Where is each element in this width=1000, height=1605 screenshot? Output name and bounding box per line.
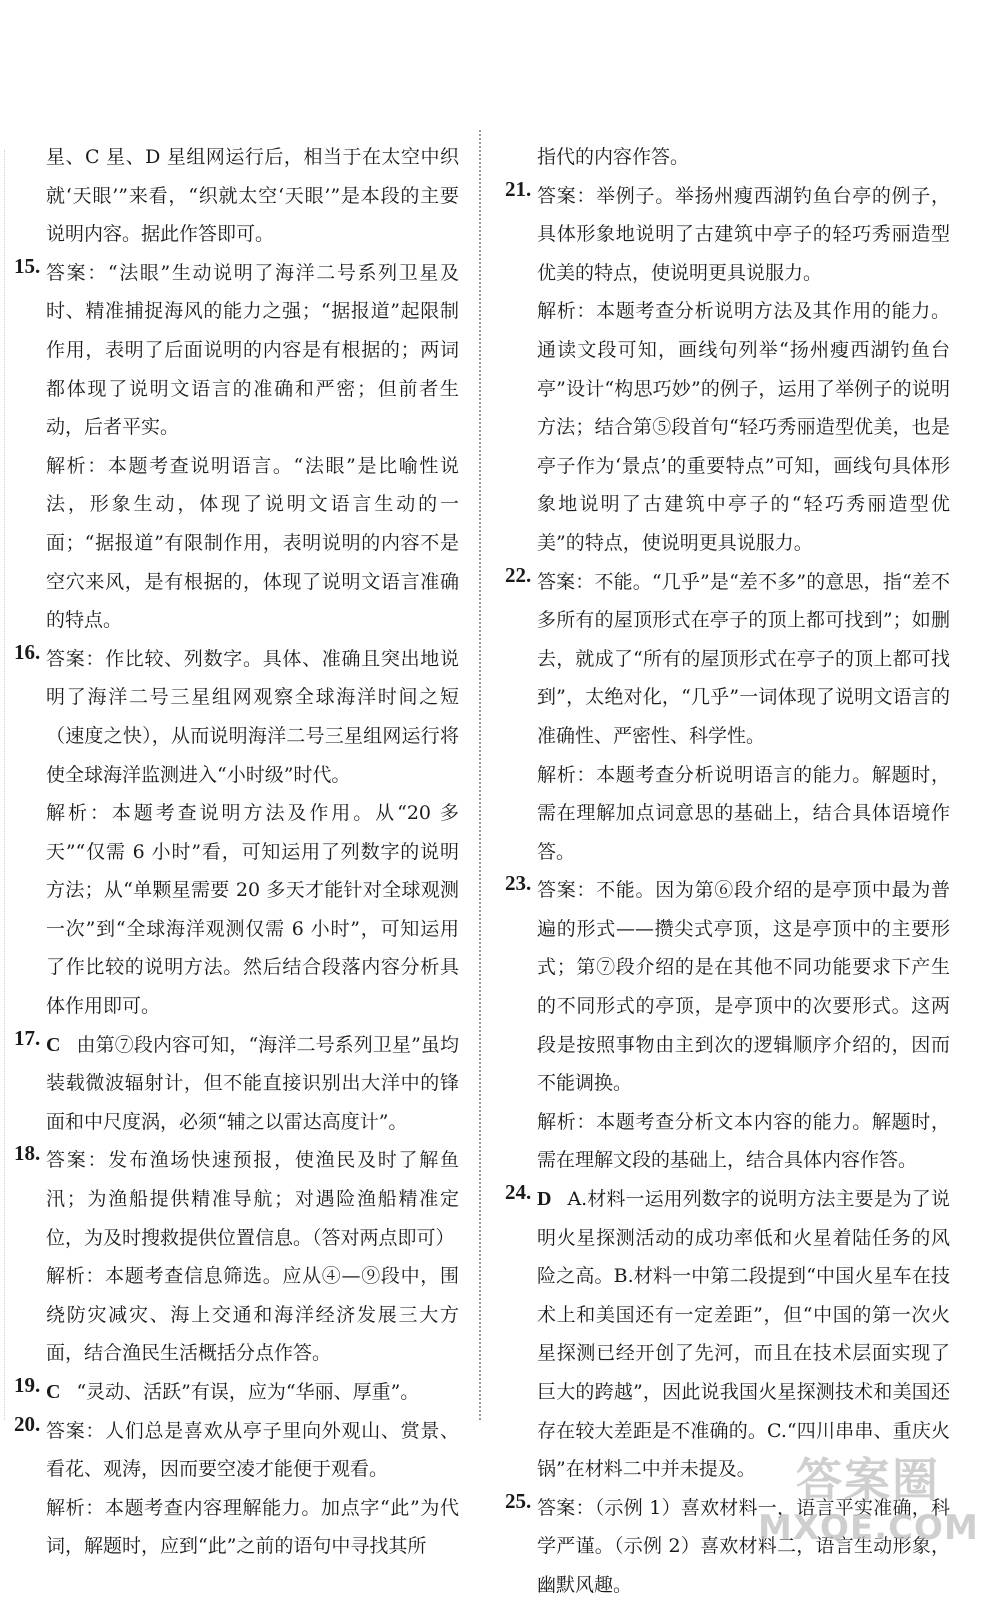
right-column xyxy=(505,138,950,1605)
answer-text xyxy=(537,1180,950,1489)
right-intro: 指代的内容作答。 xyxy=(537,146,690,168)
item-number: 22. xyxy=(505,562,532,587)
item-number: 19. xyxy=(14,1373,41,1397)
item-number: 21. xyxy=(505,176,532,201)
answer-item-18 xyxy=(14,1141,459,1373)
analysis-text: 解析：本题考查信息筛选。应从④—⑨段中，围绕防灾减灾、海上交通和海洋经济发展三大方面，结合渔民生活概括分点作答。 xyxy=(46,1265,459,1365)
item-number: 16. xyxy=(14,639,41,664)
answer-item-15 xyxy=(14,254,459,640)
choice-letter: C xyxy=(46,1033,61,1056)
explanation: A.材料一运用列数字的说明方法主要是为了说明火星探测活动的成功率低和火星着陆任务的风险之高。B.材料一中第二段提到“中国火星车在技术上和美国还有一定差距”，但“中国的第一次火星探测已经开创了先河，而且在技术层面实现了巨大的跨越”，因此说我国火星探测技术和美国还存在较大差距是不准确的。C.“四川串串、重庆火锅”在材料二中并未提及。 xyxy=(537,1188,950,1481)
answer-text: 答案：不能。因为第⑥段介绍的是亭顶中最为普遍的形式——攒尖式亭顶，这是亭顶中的主要形式；第⑦段介绍的是在其他不同功能要求下产生的不同形式的亭顶，是亭顶中的次要形式。这两段是按照事物由主到次的逻辑顺序介绍的，因而不能调换。 xyxy=(537,879,950,1095)
answer-text: 答案：“法眼”生动说明了海洋二号系列卫星及时、精准捕捉海风的能力之强；“据报道”起限制作用，表明了后面说明的内容是有根据的；两词都体现了说明文语言的准确和严密；但前者生动，后者平实。 xyxy=(46,261,459,439)
answer-text: 答案：举例子。举扬州瘦西湖钓鱼台亭的例子，具体形象地说明了古建筑中亭子的轻巧秀丽造型优美的特点，使说明更具说服力。 xyxy=(537,184,950,284)
answer-item-16 xyxy=(14,640,459,1026)
analysis-text: 解析：本题考查分析说明语言的能力。解题时，需在理解加点词意思的基础上，结合具体语境作答。 xyxy=(537,763,950,863)
watermark-url: MXQE.COM xyxy=(758,1508,979,1548)
answer-item-17 xyxy=(14,1026,459,1142)
binding-edge xyxy=(4,150,5,1420)
item-number: 25. xyxy=(505,1488,532,1513)
explanation: “灵动、活跃”有误，应为“华丽、厚重”。 xyxy=(76,1381,420,1403)
watermark-logo-text: 答案圈 xyxy=(796,1453,940,1507)
item-number: 23. xyxy=(505,871,532,896)
column-divider xyxy=(479,130,481,1420)
answer-text: 答案：发布渔场快速预报，使渔民及时了解鱼汛；为渔船提供精准导航；对遇险渔船精准定位，为及时搜救提供位置信息。（答对两点即可） xyxy=(46,1149,459,1249)
left-intro: 星、C 星、D 星组网运行后，相当于在太空中织就‘天眼’”来看，“织就太空‘天眼’”是本段的主要说明内容。据此作答即可。 xyxy=(46,146,459,246)
choice-letter: C xyxy=(46,1381,61,1403)
item-number: 24. xyxy=(505,1180,532,1205)
analysis-text: 解析：本题考查说明语言。“法眼”是比喻性说法，形象生动，体现了说明文语言生动的一面；“据报道”有限制作用，表明说明的内容不是空穴来风，是有根据的，体现了说明文语言准确的特点。 xyxy=(46,454,459,632)
answer-item-22 xyxy=(505,563,950,872)
item-number: 17. xyxy=(14,1025,41,1050)
left-column xyxy=(14,138,459,1566)
answer-text: 答案：（示例 1）喜欢材料一，语言平实准确，科学严谨。（示例 2）喜欢材料二，语言生动形象，幽默风趣。 xyxy=(537,1496,950,1596)
item-number: 18. xyxy=(14,1141,41,1166)
analysis-text: 解析：本题考查说明方法及作用。从“20 多天”“仅需 6 小时”看，可知运用了列数字的说明方法；从“单颗星需要 20 多天才能针对全球观测一次”到“全球海洋观测仅需 6 小时”，可知运用了作比较的说明方法。然后结合段落内容分析具体作用即可。 xyxy=(46,802,459,1018)
answer-item-21 xyxy=(505,177,950,563)
answer-item-24 xyxy=(505,1180,950,1489)
item-number: 20. xyxy=(14,1411,41,1436)
answer-item-19 xyxy=(14,1373,459,1412)
answer-text xyxy=(46,1026,459,1142)
choice-letter: D xyxy=(537,1188,552,1211)
answer-text: 答案：人们总是喜欢从亭子里向外观山、赏景、看花、观涛，因而要空凌才能便于观看。 xyxy=(46,1419,459,1481)
item-number: 15. xyxy=(14,253,41,278)
analysis-text: 解析：本题考查分析说明方法及其作用的能力。通读文段可知，画线句列举“扬州瘦西湖钓鱼台亭”设计“构思巧妙”的例子，运用了举例子的说明方法；结合第⑤段首句“轻巧秀丽造型优美，也是亭子作为‘景点’的重要特点”可知，画线句具体形象地说明了古建筑中亭子的“轻巧秀丽造型优美”的特点，使说明更具说服力。 xyxy=(537,300,950,554)
answer-text: 答案：作比较、列数字。具体、准确且突出地说明了海洋二号三星组网观察全球海洋时间之短（速度之快），从而说明海洋二号三星组网运行将使全球海洋监测进入“小时级”时代。 xyxy=(46,647,459,786)
answer-text xyxy=(46,1373,459,1412)
answer-item-20 xyxy=(14,1412,459,1566)
site-watermark xyxy=(758,1452,978,1562)
analysis-text: 解析：本题考查分析文本内容的能力。解题时，需在理解文段的基础上，结合具体内容作答。 xyxy=(537,1110,950,1172)
explanation: 由第⑦段内容可知，“海洋二号系列卫星”虽均装载微波辐射计，但不能直接识别出大洋中的锋面和中尺度涡，必须“辅之以雷达高度计”。 xyxy=(46,1033,459,1133)
analysis-text: 解析：本题考查内容理解能力。加点字“此”为代词，解题时，应到“此”之前的语句中寻找其所 xyxy=(46,1496,459,1558)
answer-text: 答案：不能。“几乎”是“差不多”的意思，指“差不多所有的屋顶形式在亭子的顶上都可找到”；如删去，就成了“所有的屋顶形式在亭子的顶上都可找到”，太绝对化，“几乎”一词体现了说明文语言的准确性、严密性、科学性。 xyxy=(537,570,950,747)
answer-item-23 xyxy=(505,871,950,1180)
